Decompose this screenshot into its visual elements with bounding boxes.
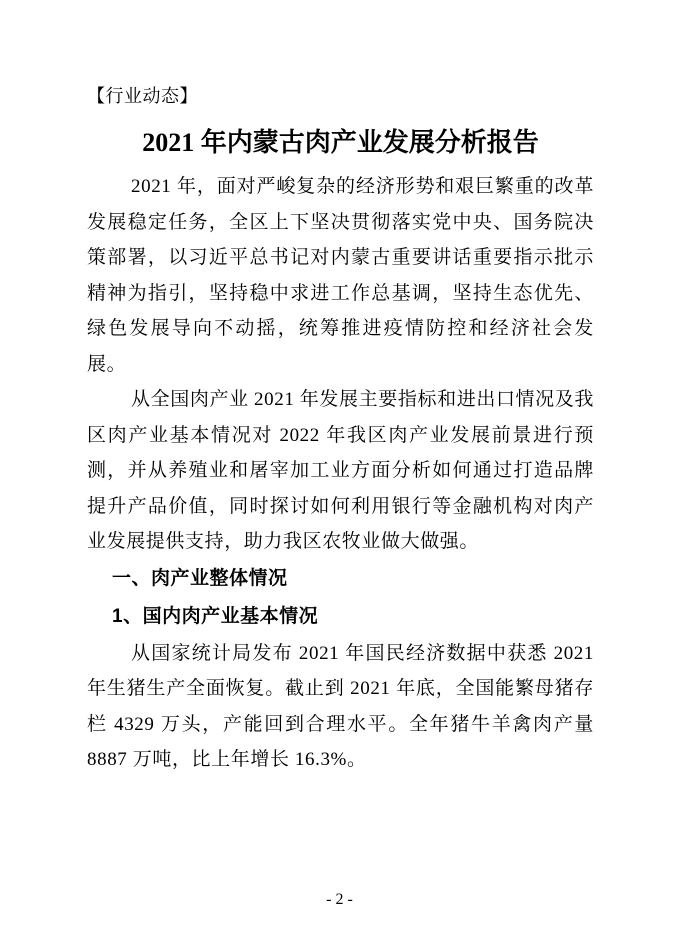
intro-paragraph-1: 2021 年，面对严峻复杂的经济形势和艰巨繁重的改革发展稳定任务，全区上下坚决贯彻落实党中央、国务院决策部署，以习近平总书记对内蒙古重要讲话重要指示批示精神为指引，坚持稳中求进工作总基调，坚持生态优先、绿色发展导向不动摇，统筹推进疫情防控和经济社会发展。 [87,176,594,375]
intro-paragraph-2: 从全国肉产业 2021 年发展主要指标和进出口情况及我区肉产业基本情况对 2022 年我区肉产业发展前景进行预测，并从养殖业和屠宰加工业方面分析如何通过打造品牌提升产品价值，同时探讨如何利用银行等金融机构对肉产业发展提供支持，助力我区农牧业做大做强。 [87,389,594,552]
page-number: - 2 - [326,891,353,908]
category-tag: 【行业动态】 [87,86,198,106]
section-heading: 一、肉产业整体情况 [112,567,288,589]
document-content [87,86,594,778]
subsection-heading: 1、国内肉产业基本情况 [112,605,319,627]
document-title: 2021 年内蒙古肉产业发展分析报告 [142,128,539,157]
body-paragraph: 从国家统计局发布 2021 年国民经济数据中获悉 2021 年生猪生产全面恢复。截止到 2021 年底，全国能繁母猪存栏 4329 万头，产能回到合理水平。全年猪牛羊禽肉产量 8887 万吨，比上年增长 16.3%。 [87,642,594,770]
